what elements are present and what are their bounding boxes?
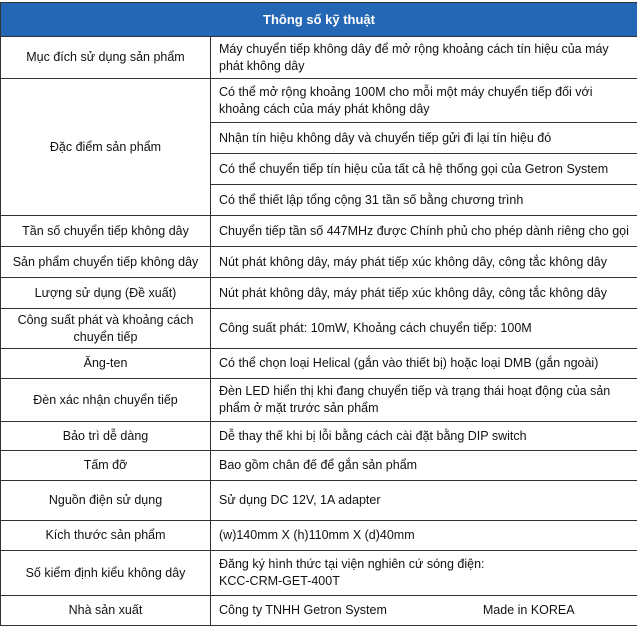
row-label: Sản phẩm chuyển tiếp không dây <box>1 247 211 278</box>
row-label: Ăng-ten <box>1 349 211 379</box>
row-label: Công suất phát và khoảng cách chuyển tiếp <box>1 309 211 349</box>
row-value: Sử dụng DC 12V, 1A adapter <box>211 481 637 521</box>
table-row <box>1 216 637 247</box>
row-value: Nhận tín hiệu không dây và chuyển tiếp gửi đi lại tín hiệu đó <box>211 123 637 154</box>
table-row <box>1 596 637 626</box>
row-value: Đèn LED hiển thị khi đang chuyển tiếp và trạng thái hoạt động của sản phẩm ở mặt trước sản phẩm <box>211 379 637 422</box>
row-label: Đèn xác nhận chuyển tiếp <box>1 379 211 422</box>
row-value: Chuyển tiếp tần số 447MHz được Chính phủ cho phép dành riêng cho gọi <box>211 216 637 247</box>
row-label: Đặc điểm sản phẩm <box>1 79 211 216</box>
row-label: Mục đích sử dụng sản phẩm <box>1 37 211 79</box>
spec-table <box>0 2 637 626</box>
row-label: Bảo trì dễ dàng <box>1 422 211 451</box>
table-row <box>1 521 637 551</box>
manufacturer-name: Công ty TNHH Getron System <box>219 603 387 617</box>
table-row <box>1 79 637 123</box>
table-row <box>1 422 637 451</box>
row-label: Tấm đỡ <box>1 451 211 481</box>
table-row <box>1 247 637 278</box>
row-value: Nút phát không dây, máy phát tiếp xúc không dây, công tắc không dây <box>211 247 637 278</box>
row-value: Công suất phát: 10mW, Khoảng cách chuyển tiếp: 100M <box>211 309 637 349</box>
row-value: Dễ thay thế khi bị lỗi bằng cách cài đặt bằng DIP switch <box>211 422 637 451</box>
table-row <box>1 551 637 596</box>
table-row <box>1 379 637 422</box>
table-title: Thông số kỹ thuật <box>1 3 637 37</box>
row-value: Máy chuyển tiếp không dây để mở rộng khoảng cách tín hiệu của máy phát không dây <box>211 37 637 79</box>
country-of-origin: Made in KOREA <box>483 603 575 617</box>
table-row <box>1 451 637 481</box>
row-label: Số kiểm định kiểu không dây <box>1 551 211 596</box>
table-row <box>1 37 637 79</box>
row-value: Nút phát không dây, máy phát tiếp xúc không dây, công tắc không dây <box>211 278 637 309</box>
row-label: Nguồn điện sử dụng <box>1 481 211 521</box>
value-line: KCC-CRM-GET-400T <box>219 573 631 590</box>
table-row <box>1 309 637 349</box>
row-value <box>211 596 637 626</box>
row-label: Lượng sử dụng (Đề xuất) <box>1 278 211 309</box>
row-value: Có thể mở rộng khoảng 100M cho mỗi một máy chuyển tiếp đối với khoảng cách của máy phát không dây <box>211 79 637 123</box>
row-value: Bao gồm chân đế để gắn sản phẩm <box>211 451 637 481</box>
row-label: Nhà sản xuất <box>1 596 211 626</box>
table-header-row <box>1 3 637 37</box>
table-row <box>1 349 637 379</box>
row-value: (w)140mm X (h)110mm X (d)40mm <box>211 521 637 551</box>
row-value: Có thể chọn loại Helical (gắn vào thiết bị) hoặc loại DMB (gắn ngoài) <box>211 349 637 379</box>
table-row <box>1 278 637 309</box>
row-value: Có thể thiết lập tổng cộng 31 tần số bằng chương trình <box>211 185 637 216</box>
row-label: Tần số chuyển tiếp không dây <box>1 216 211 247</box>
row-value <box>211 551 637 596</box>
table-row <box>1 481 637 521</box>
value-line: Đăng ký hình thức tại viện nghiên cứ sóng điện: <box>219 556 631 573</box>
row-value: Có thể chuyển tiếp tín hiệu của tất cả hệ thống gọi của Getron System <box>211 154 637 185</box>
row-label: Kích thước sản phẩm <box>1 521 211 551</box>
